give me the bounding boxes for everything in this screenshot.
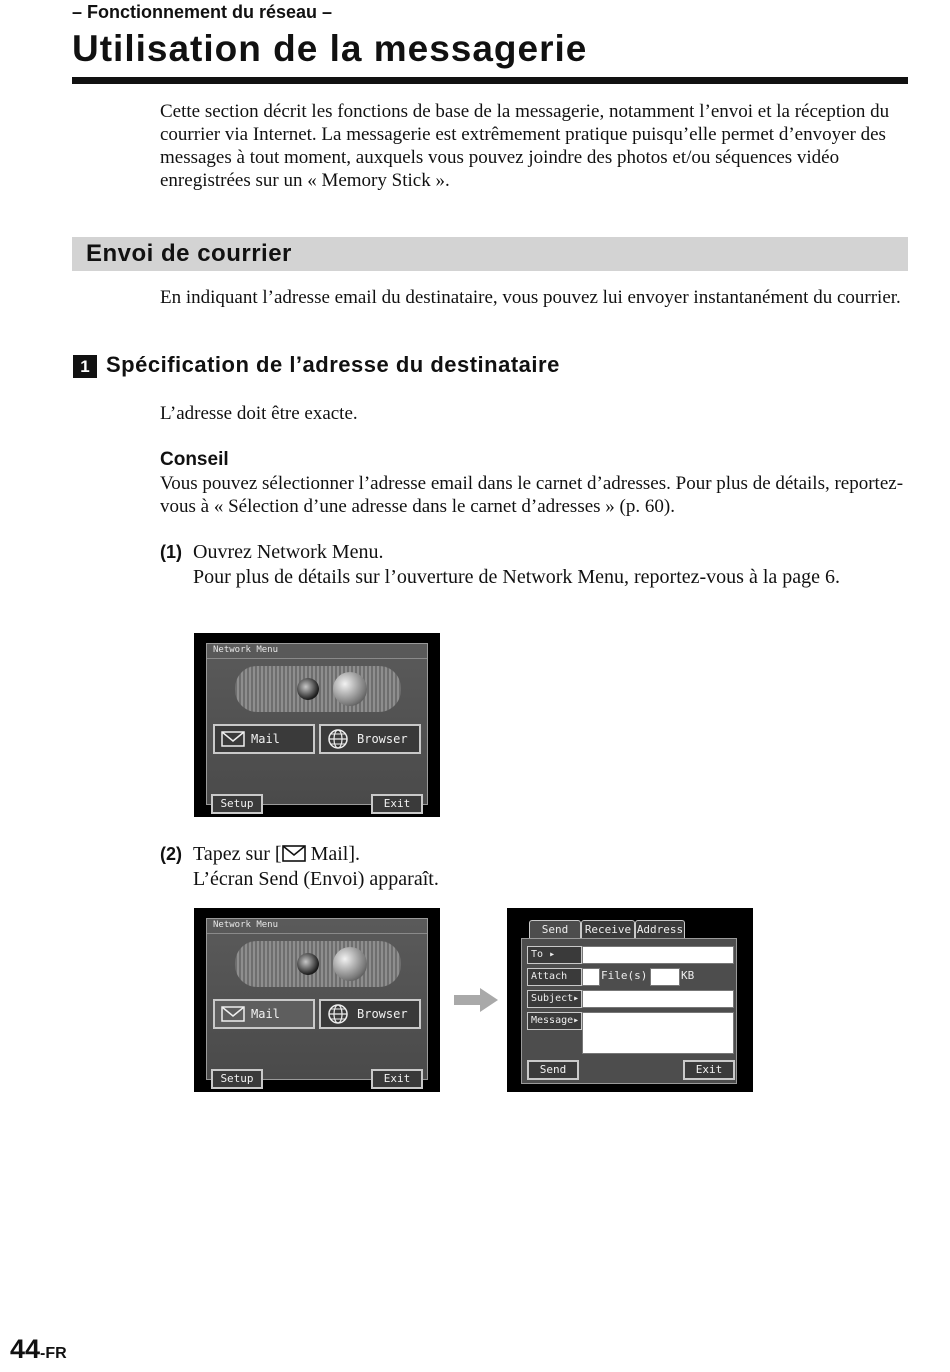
attach-size-field bbox=[650, 968, 680, 986]
arrow-right-icon bbox=[454, 988, 498, 1012]
browser-button[interactable] bbox=[319, 999, 421, 1029]
network-menu-screen-1 bbox=[194, 633, 440, 817]
setup-button[interactable]: Setup bbox=[211, 1069, 263, 1089]
page-number: 44-FR bbox=[10, 1334, 67, 1364]
send-exit-button[interactable]: Exit bbox=[683, 1060, 735, 1080]
mail-button[interactable] bbox=[213, 724, 315, 754]
tab-send[interactable]: Send bbox=[529, 920, 581, 939]
instruction-1-line2: Pour plus de détails sur l’ouverture de Network Menu, reportez-vous à la page 6. bbox=[193, 566, 841, 588]
address-note: L’adresse doit être exacte. bbox=[160, 403, 358, 424]
to-field[interactable] bbox=[582, 946, 734, 964]
to-label[interactable]: To ▸ bbox=[527, 946, 582, 964]
attach-count-field bbox=[582, 968, 600, 986]
tab-receive[interactable]: Receive bbox=[581, 920, 635, 939]
page-title: Utilisation de la messagerie bbox=[72, 28, 588, 69]
files-label: File(s) bbox=[601, 969, 648, 982]
page-suffix: -FR bbox=[40, 1345, 67, 1362]
instruction-2-line2: L’écran Send (Envoi) apparaît. bbox=[193, 868, 439, 890]
title-rule bbox=[72, 77, 908, 84]
subject-field[interactable] bbox=[582, 990, 734, 1008]
mail-button-pressed[interactable] bbox=[213, 999, 315, 1029]
instruction-1-line1: Ouvrez Network Menu. bbox=[193, 541, 384, 563]
section-label: – Fonctionnement du réseau – bbox=[72, 2, 333, 22]
kb-label: KB bbox=[681, 969, 695, 982]
network-menu-title: Network Menu bbox=[213, 645, 279, 655]
network-menu-frame bbox=[206, 918, 428, 1085]
globe-graphic-icon bbox=[333, 672, 367, 706]
browser-button-label: Browser bbox=[357, 1007, 408, 1021]
instruction-1 bbox=[193, 540, 913, 590]
instruction-2 bbox=[193, 842, 913, 892]
globe-icon bbox=[327, 728, 349, 750]
message-label[interactable]: Message▸ bbox=[527, 1012, 582, 1030]
subject-label[interactable]: Subject▸ bbox=[527, 990, 582, 1008]
mail-button-label: Mail bbox=[251, 1007, 280, 1021]
globe-icon bbox=[327, 1003, 349, 1025]
lens-icon bbox=[297, 953, 319, 975]
step-number-badge: 1 bbox=[73, 355, 97, 378]
network-menu-title: Network Menu bbox=[213, 920, 279, 930]
tab-address[interactable]: Address bbox=[635, 920, 685, 939]
lens-icon bbox=[297, 678, 319, 700]
network-menu-screen-2 bbox=[194, 908, 440, 1092]
intro-paragraph: Cette section décrit les fonctions de base de la messagerie, notamment l’envoi et la réception du courrier via Internet. La messagerie est extrêmement pratique puisqu’elle permet d’envoyer des messages à tout moment, auxquels vous pouvez joindre des photos et/ou séquences vidéo enregistrées sur un « Memory Stick ». bbox=[160, 101, 890, 191]
send-screen bbox=[507, 908, 753, 1092]
instruction-2-line1: Tapez sur [ Mail]. bbox=[193, 843, 360, 865]
exit-button[interactable]: Exit bbox=[371, 1069, 423, 1089]
mail-button-label: Mail bbox=[251, 732, 280, 746]
instruction-number-2: (2) bbox=[160, 844, 182, 864]
browser-button[interactable] bbox=[319, 724, 421, 754]
section-paragraph: En indiquant l’adresse email du destinataire, vous pouvez lui envoyer instantanément du courrier. bbox=[160, 287, 901, 308]
exit-button[interactable]: Exit bbox=[371, 794, 423, 814]
network-menu-frame bbox=[206, 643, 428, 810]
instruction-number-1: (1) bbox=[160, 542, 182, 562]
tip-label: Conseil bbox=[160, 449, 229, 470]
globe-graphic-icon bbox=[333, 947, 367, 981]
step-title: Spécification de l’adresse du destinataire bbox=[106, 352, 560, 377]
setup-button[interactable]: Setup bbox=[211, 794, 263, 814]
browser-button-label: Browser bbox=[357, 732, 408, 746]
attach-label[interactable]: Attach bbox=[527, 968, 582, 986]
envelope-icon bbox=[221, 1005, 245, 1023]
section-title: Envoi de courrier bbox=[86, 240, 292, 267]
message-field[interactable] bbox=[582, 1012, 734, 1054]
send-button[interactable]: Send bbox=[527, 1060, 579, 1080]
envelope-icon bbox=[221, 730, 245, 748]
envelope-icon bbox=[282, 845, 306, 862]
tip-paragraph: Vous pouvez sélectionner l’adresse email dans le carnet d’adresses. Pour plus de détails, reportez-vous à « Sélection d’une adresse dans le carnet d’adresses » (p. 60). bbox=[160, 473, 904, 517]
